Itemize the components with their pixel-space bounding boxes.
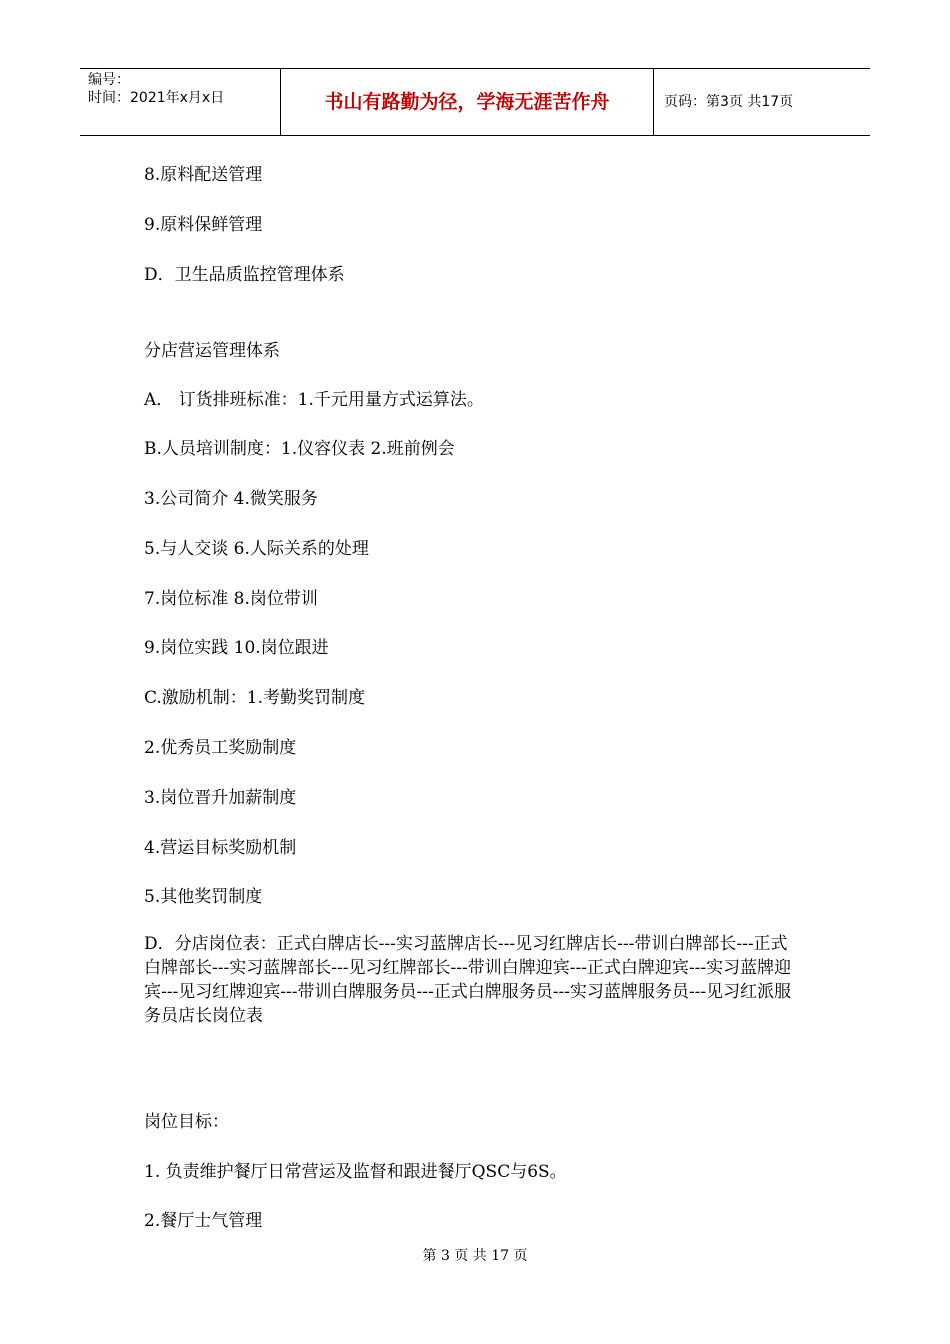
header-motto: 书山有路勤为径，学海无涯苦作舟 (281, 69, 654, 135)
body-line: 3.岗位晋升加薪制度 (144, 788, 297, 808)
body-line: 7.岗位标准 8.岗位带训 (144, 589, 318, 609)
body-line: 8.原料配送管理 (144, 165, 263, 185)
body-line: 2.餐厅士气管理 (144, 1211, 263, 1231)
header-page-info: 页码：第3页 共17页 (664, 94, 794, 110)
page-header (80, 68, 870, 136)
header-meta (80, 69, 281, 135)
body-line: 3.公司简介 4.微笑服务 (144, 489, 318, 509)
section-heading: 分店营运管理体系 (144, 341, 280, 361)
document-number-label: 编号： (88, 72, 130, 88)
body-line: 5.其他奖罚制度 (144, 887, 263, 907)
body-line: 5.与人交谈 6.人际关系的处理 (144, 539, 369, 559)
body-line: 1. 负责维护餐厅日常营运及监督和跟进餐厅QSC与6S。 (144, 1162, 567, 1182)
position-list-paragraph: D．分店岗位表：正式白牌店长---实习蓝牌店长---见习红牌店长---带训白牌部长---正式白牌部长---实习蓝牌部长---见习红牌部长---带训白牌迎宾---正式白牌迎宾---实习蓝牌迎宾---见习红牌迎宾---带训白牌服务员---正式白牌服务员---实习蓝牌服务员---见习红派服务员店长岗位表 (144, 934, 792, 1026)
body-line: B.人员培训制度：1.仪容仪表 2.班前例会 (144, 439, 455, 459)
body-line: 9.岗位实践 10.岗位跟进 (144, 638, 329, 658)
body-line: 2.优秀员工奖励制度 (144, 738, 297, 758)
section-heading: 岗位目标： (144, 1112, 229, 1132)
body-line: 9.原料保鲜管理 (144, 215, 263, 235)
section-heading: D．卫生品质监控管理体系 (144, 265, 345, 285)
document-date: 时间：2021年x月x日 (88, 90, 225, 106)
body-line: C.激励机制：1.考勤奖罚制度 (144, 688, 366, 708)
body-line: A． 订货排班标准：1.千元用量方式运算法。 (144, 390, 484, 410)
page-footer: 第 3 页 共 17 页 (422, 1248, 528, 1264)
body-line: 4.营运目标奖励机制 (144, 838, 297, 858)
